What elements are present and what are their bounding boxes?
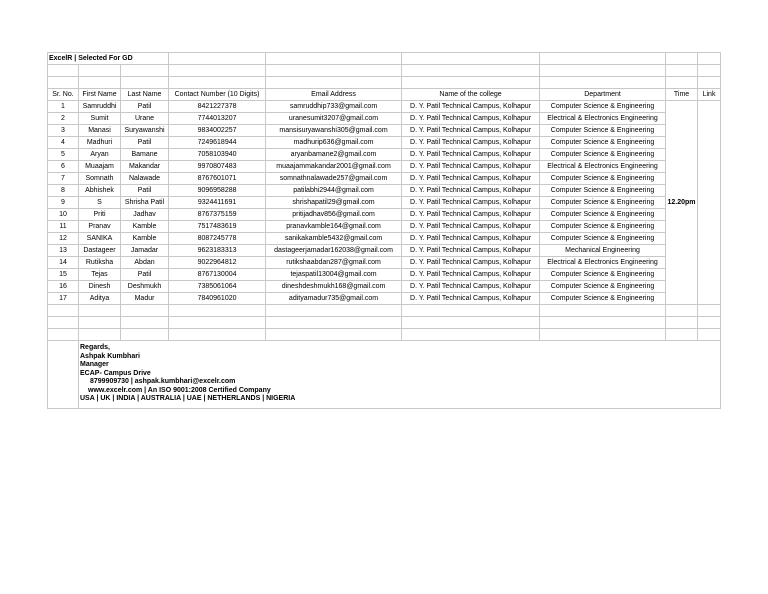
empty-cell bbox=[540, 77, 666, 89]
first-name-cell: Manasi bbox=[79, 125, 121, 137]
sr-no-cell: 17 bbox=[48, 293, 79, 305]
sr-no-cell: 2 bbox=[48, 113, 79, 125]
contact-cell: 9970807483 bbox=[169, 161, 266, 173]
empty-cell bbox=[48, 305, 79, 317]
college-cell: D. Y. Patil Technical Campus, Kolhapur bbox=[402, 137, 540, 149]
table-row bbox=[48, 149, 721, 161]
empty-cell bbox=[698, 65, 721, 77]
empty-cell bbox=[79, 329, 121, 341]
empty-cell bbox=[698, 53, 721, 65]
contact-cell: 7744013207 bbox=[169, 113, 266, 125]
table-row bbox=[48, 185, 721, 197]
department-cell: Computer Science & Engineering bbox=[540, 209, 666, 221]
department-cell: Computer Science & Engineering bbox=[540, 293, 666, 305]
empty-cell bbox=[698, 329, 721, 341]
empty-cell bbox=[266, 329, 402, 341]
college-cell: D. Y. Patil Technical Campus, Kolhapur bbox=[402, 149, 540, 161]
department-cell: Electrical & Electronics Engineering bbox=[540, 113, 666, 125]
column-header: First Name bbox=[79, 89, 121, 101]
college-cell: D. Y. Patil Technical Campus, Kolhapur bbox=[402, 197, 540, 209]
table-row bbox=[48, 137, 721, 149]
department-cell: Computer Science & Engineering bbox=[540, 173, 666, 185]
empty-cell bbox=[266, 77, 402, 89]
email-cell: muaajammakandar2001@gmail.com bbox=[266, 161, 402, 173]
first-name-cell: Sumit bbox=[79, 113, 121, 125]
contact-cell: 8087245778 bbox=[169, 233, 266, 245]
email-signature bbox=[79, 341, 721, 409]
email-cell: samruddhip733@gmail.com bbox=[266, 101, 402, 113]
contact-cell: 8767375159 bbox=[169, 209, 266, 221]
college-cell: D. Y. Patil Technical Campus, Kolhapur bbox=[402, 113, 540, 125]
first-name-cell: S bbox=[79, 197, 121, 209]
college-cell: D. Y. Patil Technical Campus, Kolhapur bbox=[402, 185, 540, 197]
email-cell: uranesumit3207@gmail.com bbox=[266, 113, 402, 125]
first-name-cell: Aditya bbox=[79, 293, 121, 305]
time-cell: 12.20pm bbox=[666, 101, 698, 305]
email-cell: pritijadhav856@gmail.com bbox=[266, 209, 402, 221]
first-name-cell: Somnath bbox=[79, 173, 121, 185]
last-name-cell: Patil bbox=[121, 137, 169, 149]
column-header: Name of the college bbox=[402, 89, 540, 101]
department-cell: Computer Science & Engineering bbox=[540, 197, 666, 209]
empty-cell bbox=[698, 317, 721, 329]
empty-cell bbox=[666, 329, 698, 341]
table-row bbox=[48, 113, 721, 125]
sr-no-cell: 7 bbox=[48, 173, 79, 185]
table-row bbox=[48, 161, 721, 173]
college-cell: D. Y. Patil Technical Campus, Kolhapur bbox=[402, 221, 540, 233]
college-cell: D. Y. Patil Technical Campus, Kolhapur bbox=[402, 293, 540, 305]
empty-cell bbox=[266, 317, 402, 329]
signature-countries: USA | UK | INDIA | AUSTRALIA | UAE | NETHERLANDS | NIGERIA bbox=[80, 395, 296, 402]
empty-cell bbox=[121, 65, 169, 77]
last-name-cell: Madur bbox=[121, 293, 169, 305]
first-name-cell: Pranav bbox=[79, 221, 121, 233]
signature-contact: 8799909730 | ashpak.kumbhari@excelr.com bbox=[90, 378, 236, 385]
table-row bbox=[48, 125, 721, 137]
column-header: Last Name bbox=[121, 89, 169, 101]
contact-cell: 9623183313 bbox=[169, 245, 266, 257]
email-cell: rutikshaabdan287@gmail.com bbox=[266, 257, 402, 269]
first-name-cell: Muaajam bbox=[79, 161, 121, 173]
contact-cell: 7249618944 bbox=[169, 137, 266, 149]
last-name-cell: Jadhav bbox=[121, 209, 169, 221]
contact-cell: 8767130004 bbox=[169, 269, 266, 281]
last-name-cell: Kamble bbox=[121, 233, 169, 245]
empty-cell bbox=[121, 329, 169, 341]
empty-cell bbox=[698, 305, 721, 317]
first-name-cell: Priti bbox=[79, 209, 121, 221]
empty-cell bbox=[169, 53, 266, 65]
email-cell: somnathnalawade257@gmail.com bbox=[266, 173, 402, 185]
contact-cell: 9834002257 bbox=[169, 125, 266, 137]
first-name-cell: Aryan bbox=[79, 149, 121, 161]
department-cell: Electrical & Electronics Engineering bbox=[540, 257, 666, 269]
sheet-body bbox=[48, 53, 721, 409]
signature-role: Manager bbox=[80, 361, 109, 368]
sr-no-cell: 9 bbox=[48, 197, 79, 209]
first-name-cell: Dinesh bbox=[79, 281, 121, 293]
contact-cell: 7385061064 bbox=[169, 281, 266, 293]
title-row bbox=[48, 53, 721, 65]
empty-row bbox=[48, 77, 721, 89]
email-cell: dineshdeshmukh168@gmail.com bbox=[266, 281, 402, 293]
college-cell: D. Y. Patil Technical Campus, Kolhapur bbox=[402, 209, 540, 221]
sr-no-cell: 16 bbox=[48, 281, 79, 293]
column-header: Time bbox=[666, 89, 698, 101]
first-name-cell: Samruddhi bbox=[79, 101, 121, 113]
empty-cell bbox=[402, 329, 540, 341]
table-row bbox=[48, 293, 721, 305]
last-name-cell: Kamble bbox=[121, 221, 169, 233]
signature-dept: ECAP- Campus Drive bbox=[80, 369, 151, 377]
empty-cell bbox=[402, 77, 540, 89]
department-cell: Computer Science & Engineering bbox=[540, 137, 666, 149]
table-row bbox=[48, 281, 721, 293]
sr-no-cell: 5 bbox=[48, 149, 79, 161]
college-cell: D. Y. Patil Technical Campus, Kolhapur bbox=[402, 245, 540, 257]
empty-cell bbox=[540, 329, 666, 341]
last-name-cell: Urane bbox=[121, 113, 169, 125]
sr-no-cell: 4 bbox=[48, 137, 79, 149]
column-header: Sr. No. bbox=[48, 89, 79, 101]
department-cell: Computer Science & Engineering bbox=[540, 125, 666, 137]
sr-no-cell: 6 bbox=[48, 161, 79, 173]
empty-cell bbox=[48, 341, 79, 409]
signature-name: Ashpak Kumbhari bbox=[80, 352, 140, 360]
empty-cell bbox=[666, 65, 698, 77]
last-name-cell: Patil bbox=[121, 269, 169, 281]
empty-cell bbox=[169, 77, 266, 89]
college-cell: D. Y. Patil Technical Campus, Kolhapur bbox=[402, 101, 540, 113]
sr-no-cell: 3 bbox=[48, 125, 79, 137]
last-name-cell: Patil bbox=[121, 101, 169, 113]
table-row bbox=[48, 233, 721, 245]
department-cell: Computer Science & Engineering bbox=[540, 221, 666, 233]
empty-cell bbox=[48, 77, 79, 89]
contact-cell: 9096958288 bbox=[169, 185, 266, 197]
contact-cell: 9022964812 bbox=[169, 257, 266, 269]
last-name-cell: Jamadar bbox=[121, 245, 169, 257]
sr-no-cell: 13 bbox=[48, 245, 79, 257]
college-cell: D. Y. Patil Technical Campus, Kolhapur bbox=[402, 257, 540, 269]
empty-cell bbox=[266, 53, 402, 65]
column-header: Email Address bbox=[266, 89, 402, 101]
college-cell: D. Y. Patil Technical Campus, Kolhapur bbox=[402, 233, 540, 245]
empty-cell bbox=[169, 317, 266, 329]
empty-cell bbox=[698, 77, 721, 89]
contact-cell: 9324411691 bbox=[169, 197, 266, 209]
table-row bbox=[48, 197, 721, 209]
email-cell: madhurip636@gmail.com bbox=[266, 137, 402, 149]
last-name-cell: Shrisha Patil bbox=[121, 197, 169, 209]
table-row bbox=[48, 209, 721, 221]
college-cell: D. Y. Patil Technical Campus, Kolhapur bbox=[402, 125, 540, 137]
department-cell: Computer Science & Engineering bbox=[540, 185, 666, 197]
table-row bbox=[48, 269, 721, 281]
table-row bbox=[48, 245, 721, 257]
email-cell: mansisuryawanshi305@gmail.com bbox=[266, 125, 402, 137]
empty-cell bbox=[266, 305, 402, 317]
first-name-cell: Rutiksha bbox=[79, 257, 121, 269]
sr-no-cell: 15 bbox=[48, 269, 79, 281]
empty-row bbox=[48, 317, 721, 329]
first-name-cell: SANIKA bbox=[79, 233, 121, 245]
last-name-cell: Bamane bbox=[121, 149, 169, 161]
contact-cell: 7517483619 bbox=[169, 221, 266, 233]
empty-cell bbox=[48, 329, 79, 341]
empty-cell bbox=[540, 305, 666, 317]
table-row bbox=[48, 173, 721, 185]
sr-no-cell: 14 bbox=[48, 257, 79, 269]
college-cell: D. Y. Patil Technical Campus, Kolhapur bbox=[402, 161, 540, 173]
department-cell: Computer Science & Engineering bbox=[540, 233, 666, 245]
last-name-cell: Deshmukh bbox=[121, 281, 169, 293]
empty-cell bbox=[402, 65, 540, 77]
empty-cell bbox=[48, 65, 79, 77]
department-cell: Computer Science & Engineering bbox=[540, 149, 666, 161]
last-name-cell: Abdan bbox=[121, 257, 169, 269]
first-name-cell: Tejas bbox=[79, 269, 121, 281]
department-cell: Electrical & Electronics Engineering bbox=[540, 161, 666, 173]
empty-row bbox=[48, 65, 721, 77]
empty-cell bbox=[666, 317, 698, 329]
empty-cell bbox=[402, 53, 540, 65]
first-name-cell: Abhishek bbox=[79, 185, 121, 197]
empty-cell bbox=[666, 305, 698, 317]
empty-cell bbox=[79, 65, 121, 77]
sheet-title: ExcelR | Selected For GD bbox=[48, 53, 169, 65]
empty-cell bbox=[169, 65, 266, 77]
department-cell: Mechanical Engineering bbox=[540, 245, 666, 257]
department-cell: Computer Science & Engineering bbox=[540, 281, 666, 293]
email-cell: shrishapatil29@gmail.com bbox=[266, 197, 402, 209]
empty-cell bbox=[169, 305, 266, 317]
department-cell: Computer Science & Engineering bbox=[540, 101, 666, 113]
empty-row bbox=[48, 329, 721, 341]
contact-cell: 7840961020 bbox=[169, 293, 266, 305]
empty-row bbox=[48, 305, 721, 317]
last-name-cell: Suryawanshi bbox=[121, 125, 169, 137]
empty-cell bbox=[540, 53, 666, 65]
empty-cell bbox=[121, 305, 169, 317]
department-cell: Computer Science & Engineering bbox=[540, 269, 666, 281]
email-cell: sanikakamble5432@gmail.com bbox=[266, 233, 402, 245]
header-row bbox=[48, 89, 721, 101]
email-cell: adityamadur735@gmail.com bbox=[266, 293, 402, 305]
first-name-cell: Madhuri bbox=[79, 137, 121, 149]
last-name-cell: Patil bbox=[121, 185, 169, 197]
email-cell: dastageerjamadar162038@gmail.com bbox=[266, 245, 402, 257]
email-cell: tejaspatil13004@gmail.com bbox=[266, 269, 402, 281]
email-cell: aryanbamane2@gmail.com bbox=[266, 149, 402, 161]
last-name-cell: Nalawade bbox=[121, 173, 169, 185]
empty-cell bbox=[402, 305, 540, 317]
empty-cell bbox=[169, 329, 266, 341]
sr-no-cell: 8 bbox=[48, 185, 79, 197]
table-row bbox=[48, 101, 721, 113]
signature-row bbox=[48, 341, 721, 409]
column-header: Department bbox=[540, 89, 666, 101]
empty-cell bbox=[79, 317, 121, 329]
college-cell: D. Y. Patil Technical Campus, Kolhapur bbox=[402, 281, 540, 293]
first-name-cell: Dastageer bbox=[79, 245, 121, 257]
empty-cell bbox=[402, 317, 540, 329]
last-name-cell: Makandar bbox=[121, 161, 169, 173]
empty-cell bbox=[121, 317, 169, 329]
column-header: Contact Number (10 Digits) bbox=[169, 89, 266, 101]
empty-cell bbox=[79, 305, 121, 317]
email-cell: patilabhi2944@gmail.com bbox=[266, 185, 402, 197]
table-row bbox=[48, 221, 721, 233]
table-row bbox=[48, 257, 721, 269]
contact-cell: 7058103940 bbox=[169, 149, 266, 161]
signature-regards: Regards, bbox=[80, 344, 110, 351]
column-header: Link bbox=[698, 89, 721, 101]
spreadsheet-table bbox=[47, 52, 721, 409]
empty-cell bbox=[121, 77, 169, 89]
sr-no-cell: 11 bbox=[48, 221, 79, 233]
link-cell bbox=[698, 101, 721, 305]
empty-cell bbox=[540, 317, 666, 329]
signature-website: www.excelr.com | An ISO 9001:2008 Certified Company bbox=[88, 386, 271, 394]
empty-cell bbox=[48, 317, 79, 329]
contact-cell: 8767601071 bbox=[169, 173, 266, 185]
empty-cell bbox=[666, 53, 698, 65]
sr-no-cell: 12 bbox=[48, 233, 79, 245]
empty-cell bbox=[79, 77, 121, 89]
sr-no-cell: 10 bbox=[48, 209, 79, 221]
email-cell: pranavkamble164@gmail.com bbox=[266, 221, 402, 233]
college-cell: D. Y. Patil Technical Campus, Kolhapur bbox=[402, 269, 540, 281]
college-cell: D. Y. Patil Technical Campus, Kolhapur bbox=[402, 173, 540, 185]
contact-cell: 8421227378 bbox=[169, 101, 266, 113]
empty-cell bbox=[266, 65, 402, 77]
empty-cell bbox=[540, 65, 666, 77]
empty-cell bbox=[666, 77, 698, 89]
sr-no-cell: 1 bbox=[48, 101, 79, 113]
